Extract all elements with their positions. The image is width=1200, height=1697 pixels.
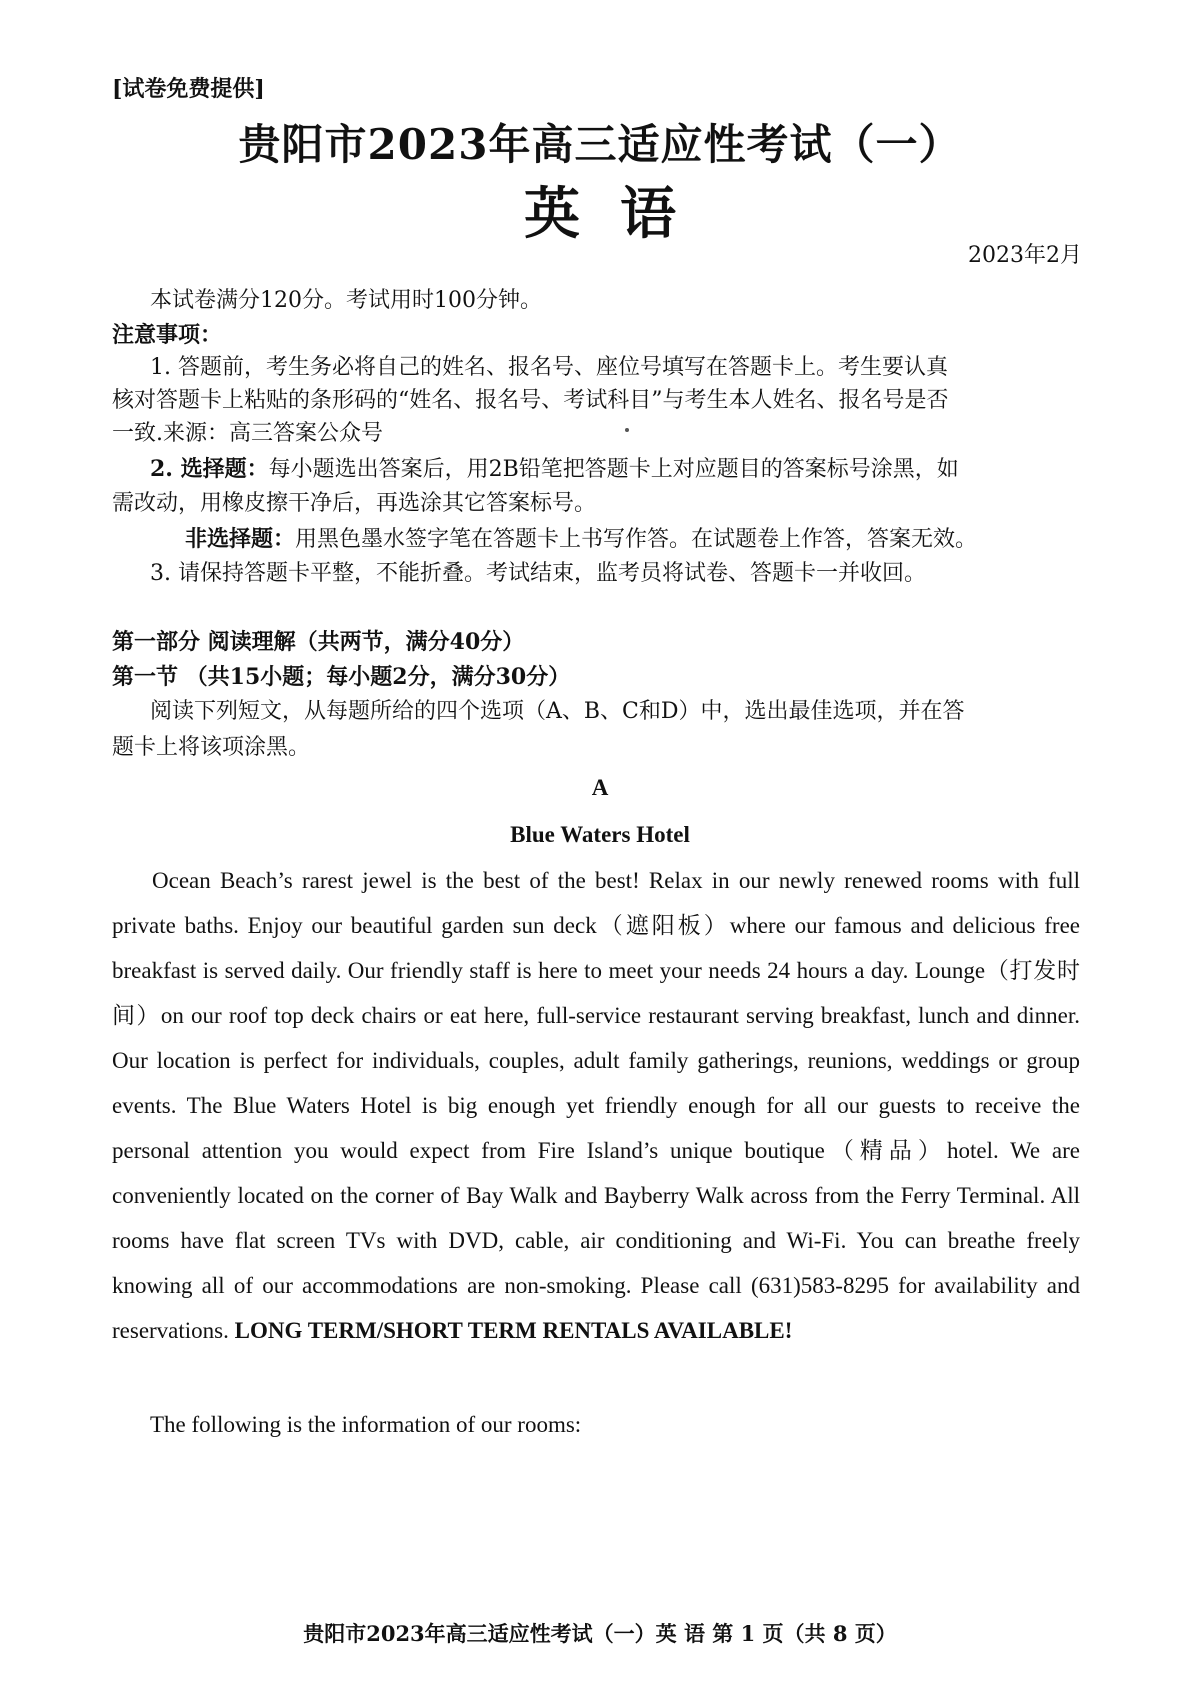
directions-line-1: 阅读下列短文，从每题所给的四个选项（A、B、C和D）中，选出最佳选项，并在答: [150, 699, 965, 724]
passage-body: [112, 858, 1080, 1353]
choice-question-text: 每小题选出答案后，用2B铅笔把答题卡上对应题目的答案标号涂黑，如: [268, 457, 959, 482]
notice-item-1-line-1: 1. 答题前，考生务必将自己的姓名、报名号、座位号填写在答题卡上。考生要认真: [150, 355, 948, 380]
notice-item-3: 3. 请保持答题卡平整，不能折叠。考试结束，监考员将试卷、答题卡一并收回。: [150, 561, 926, 586]
notice-item-1-line-3: 一致.来源：高三答案公众号: [112, 421, 383, 446]
room-info-intro: The following is the information of our rooms:: [150, 1412, 582, 1437]
passage-title: Blue Waters Hotel: [510, 822, 690, 847]
passage-body-text: Ocean Beach’s rarest jewel is the best of the best! Relax in our newly renewed rooms with full private baths. Enjoy our beautiful garden sun deck（遮阳板）where our famous and delicious free breakfast is served daily. Our friendly staff is here to meet your needs 24 hours a day. Lounge（打发时间）on our roof top deck chairs or eat here, full-service restaurant serving breakfast, lunch and dinner. Our location is perfect for individuals, couples, adult family gatherings, reunions, weddings or group events. The Blue Waters Hotel is big enough yet friendly enough for all our guests to receive the personal attention you would expect from Fire Island’s unique boutique（精品）hotel. We are conveniently located on the corner of Bay Walk and Bayberry Walk across from the Ferry Terminal. All rooms have flat screen TVs with DVD, cable, air conditioning and Wi-Fi. You can breathe freely knowing all of our accommodations are non-smoking. Please call (631)583-8295 for availability and reservations.: [112, 868, 1080, 1343]
subject-title: 英语: [524, 181, 716, 247]
section-one-heading: 第一节 （共15小题；每小题2分，满分30分）: [112, 664, 571, 690]
passage-letter: A: [591, 775, 609, 800]
notice-item-2-line-2: 需改动，用橡皮擦干净后，再选涂其它答案标号。: [112, 491, 597, 516]
choice-question-label: 2. 选择题：: [150, 456, 269, 482]
exam-date: 2023年2月: [968, 243, 1082, 268]
directions-line-2: 题卡上将该项涂黑。: [112, 735, 311, 760]
exam-title: 贵阳市2023年高三适应性考试（一）: [238, 120, 962, 169]
page-footer: 贵阳市2023年高三适应性考试（一）英 语 第 1 页（共 8 页）: [303, 1621, 897, 1646]
part-one-heading: 第一部分 阅读理解（共两节，满分40分）: [112, 629, 525, 655]
stray-mark: [625, 428, 629, 432]
non-choice-question-text: 用黑色墨水签字笔在答题卡上书写作答。在试题卷上作答，答案无效。: [295, 527, 978, 552]
rentals-available-notice: LONG TERM/SHORT TERM RENTALS AVAILABLE!: [234, 1318, 793, 1343]
notice-item-2b: [185, 522, 977, 553]
notice-item-2-line-1: [150, 452, 959, 483]
exam-summary: 本试卷满分120分。考试用时100分钟。: [150, 288, 542, 313]
free-exam-badge: [试卷免费提供]: [112, 76, 265, 102]
notice-heading: 注意事项：: [112, 322, 223, 348]
non-choice-question-label: 非选择题：: [185, 526, 296, 552]
notice-item-1-line-2: 核对答题卡上粘贴的条形码的“姓名、报名号、考试科目”与考生本人姓名、报名号是否: [112, 388, 949, 413]
